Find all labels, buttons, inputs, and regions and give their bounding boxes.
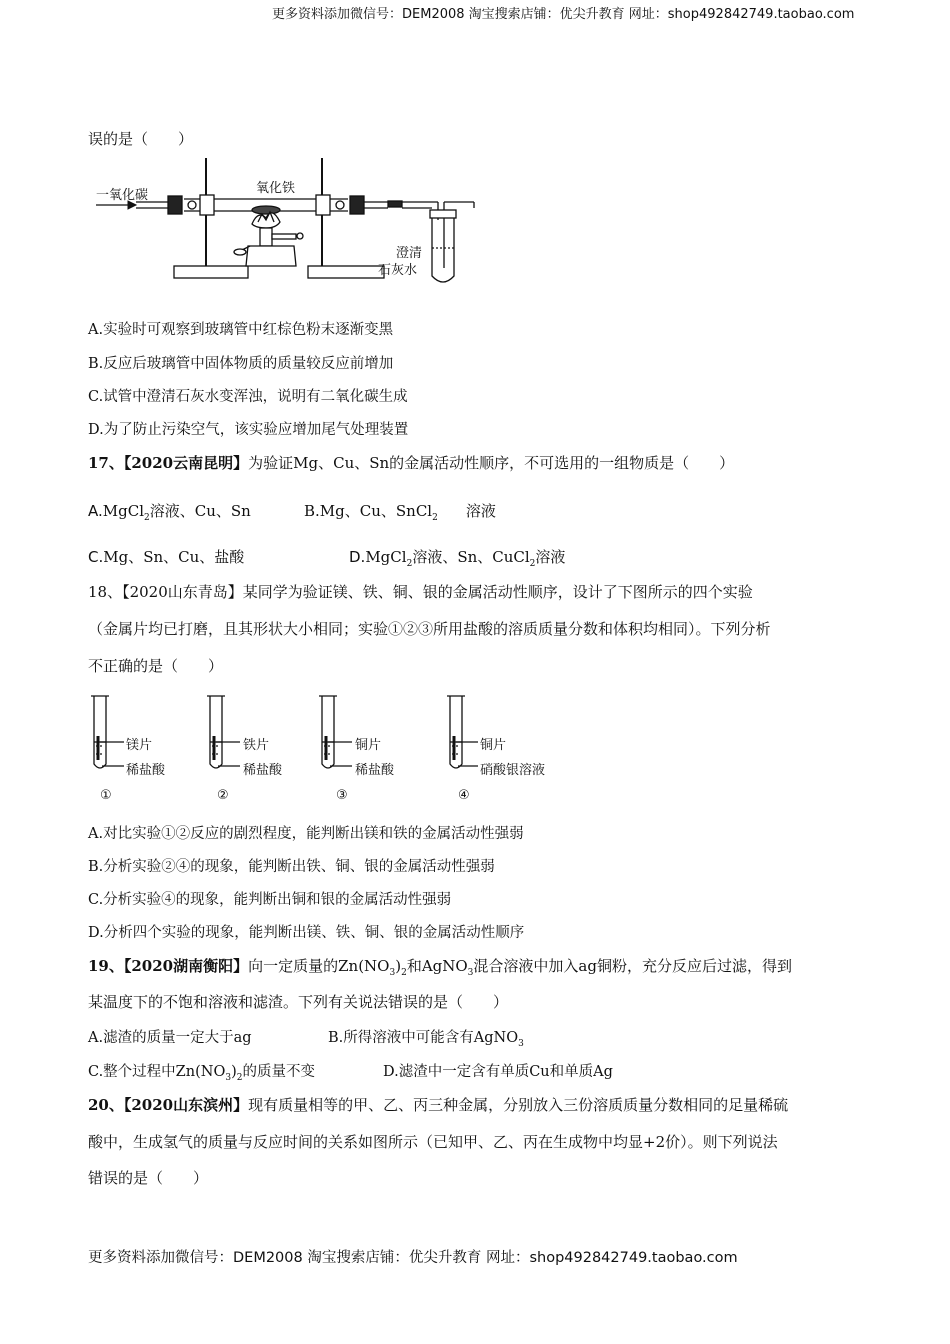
q19-stem-line2: 某温度下的不饱和溶液和滤渣。下列有关说法错误的是（ ） (88, 993, 509, 1011)
tube2-metal-label: 铁片 (243, 738, 270, 753)
tube3-index: ③ (336, 788, 348, 803)
q19-option-c: C.整个过程中$Zn(NO_3)_2$的质量不变 (88, 1064, 315, 1083)
q19-source: 【2020湖南衡阳】 (123, 957, 249, 975)
label-limewater-1: 澄清 (396, 246, 423, 261)
q17-option-b: B.Mg、Cu、SnCl$_2$ 溶液 (304, 502, 496, 523)
q17-option-d: D.MgCl$_2$溶液、Sn、CuCl$_2$溶液 (349, 548, 566, 569)
q16-option-b: B.反应后玻璃管中固体物质的质量较反应前增加 (88, 356, 394, 372)
q19-number: 19、 (88, 957, 124, 975)
q18-option-b: B.分析实验②④的现象，能判断出铁、铜、银的金属活动性强弱 (88, 859, 495, 875)
q20-stem-line2: 酸中，生成氢气的质量与反应时间的关系如图所示（已知甲、乙、丙在生成物中均显+2价）。则下列说法 (88, 1133, 778, 1151)
label-carbon-monoxide: 一氧化碳 (96, 188, 149, 203)
q17-text: 为验证Mg、Cu、Sn的金属活动性顺序，不可选用的一组物质是（ ） (248, 454, 735, 472)
q18-option-c: C.分析实验④的现象，能判断出铜和银的金属活动性强弱 (88, 892, 452, 908)
q17-number: 17、 (88, 454, 124, 472)
q16-option-d: D.为了防止污染空气，该实验应增加尾气处理装置 (88, 422, 409, 438)
q18-option-a: A.对比实验①②反应的剧烈程度，能判断出镁和铁的金属活动性强弱 (88, 826, 524, 842)
label-iron-oxide: 氧化铁 (256, 181, 296, 196)
q19-option-b: B.所得溶液中可能含有AgNO$_3$ (328, 1030, 524, 1049)
q18-source: 【2020山东青岛】 (122, 583, 243, 601)
q17-source: 【2020云南昆明】 (123, 454, 249, 472)
q19-option-a: A.滤渣的质量一定大于ag (88, 1030, 252, 1046)
q18-stem-line3: 不正确的是（ ） (88, 657, 224, 675)
q18-number: 18、 (88, 583, 123, 601)
tube3-solution-label: 稀盐酸 (355, 763, 395, 778)
label-limewater-2: 石灰水 (378, 263, 418, 278)
q18-stem-line1: 18、【2020山东青岛】某同学为验证镁、铁、铜、银的金属活动性顺序，设计了下图所示的四个实验 (88, 583, 753, 601)
q17-option-c: C.Mg、Sn、Cu、盐酸 (88, 548, 245, 566)
tube3-metal-label: 铜片 (355, 738, 382, 753)
q20-source: 【2020山东滨州】 (123, 1096, 249, 1114)
q20-number: 20、 (88, 1096, 124, 1114)
tube2-index: ② (217, 788, 229, 803)
q19-option-d: D.滤渣中一定含有单质Cu和单质Ag (383, 1064, 613, 1080)
q16-option-c: C.试管中澄清石灰水变浑浊，说明有二氧化碳生成 (88, 389, 408, 405)
q17-option-a: A.MgCl$_2$溶液、Cu、Sn (88, 502, 251, 523)
tube1-solution-label: 稀盐酸 (126, 763, 166, 778)
page-footer: 更多资料添加微信号：DEM2008 淘宝搜索店铺：优尖升教育 网址：shop492842749.taobao.com (88, 1250, 738, 1266)
q18-option-d: D.分析四个实验的现象，能判断出镁、铁、铜、银的金属活动性顺序 (88, 925, 525, 941)
q17-stem (88, 452, 734, 473)
tube4-metal-label: 铜片 (480, 738, 507, 753)
q16-stem-tail: 误的是（ ） (88, 130, 194, 148)
q19-stem-line1: 19、【2020湖南衡阳】向一定质量的$Zn(NO_3)_2$和AgNO$_3$混合溶液中加入ag铜粉，充分反应后过滤，得到 (88, 957, 792, 978)
q16-option-a: A.实验时可观察到玻璃管中红棕色粉末逐渐变黑 (88, 322, 394, 338)
q20-stem-line1: 20、【2020山东滨州】现有质量相等的甲、乙、丙三种金属，分别放入三份溶质质量分数相同的足量稀硫 (88, 1096, 789, 1114)
tube2-solution-label: 稀盐酸 (243, 763, 283, 778)
q18-stem-line2: （金属片均已打磨，且其形状大小相同；实验①②③所用盐酸的溶质质量分数和体积均相同）。下列分析 (88, 620, 771, 638)
q20-stem-line3: 错误的是（ ） (88, 1169, 209, 1187)
tube1-index: ① (100, 788, 112, 803)
tube4-index: ④ (458, 788, 470, 803)
tube4-solution-label: 硝酸银溶液 (480, 763, 546, 778)
page-header: 更多资料添加微信号：DEM2008 淘宝搜索店铺：优尖升教育 网址：shop492842749.taobao.com (272, 7, 855, 22)
tube1-metal-label: 镁片 (126, 738, 153, 753)
